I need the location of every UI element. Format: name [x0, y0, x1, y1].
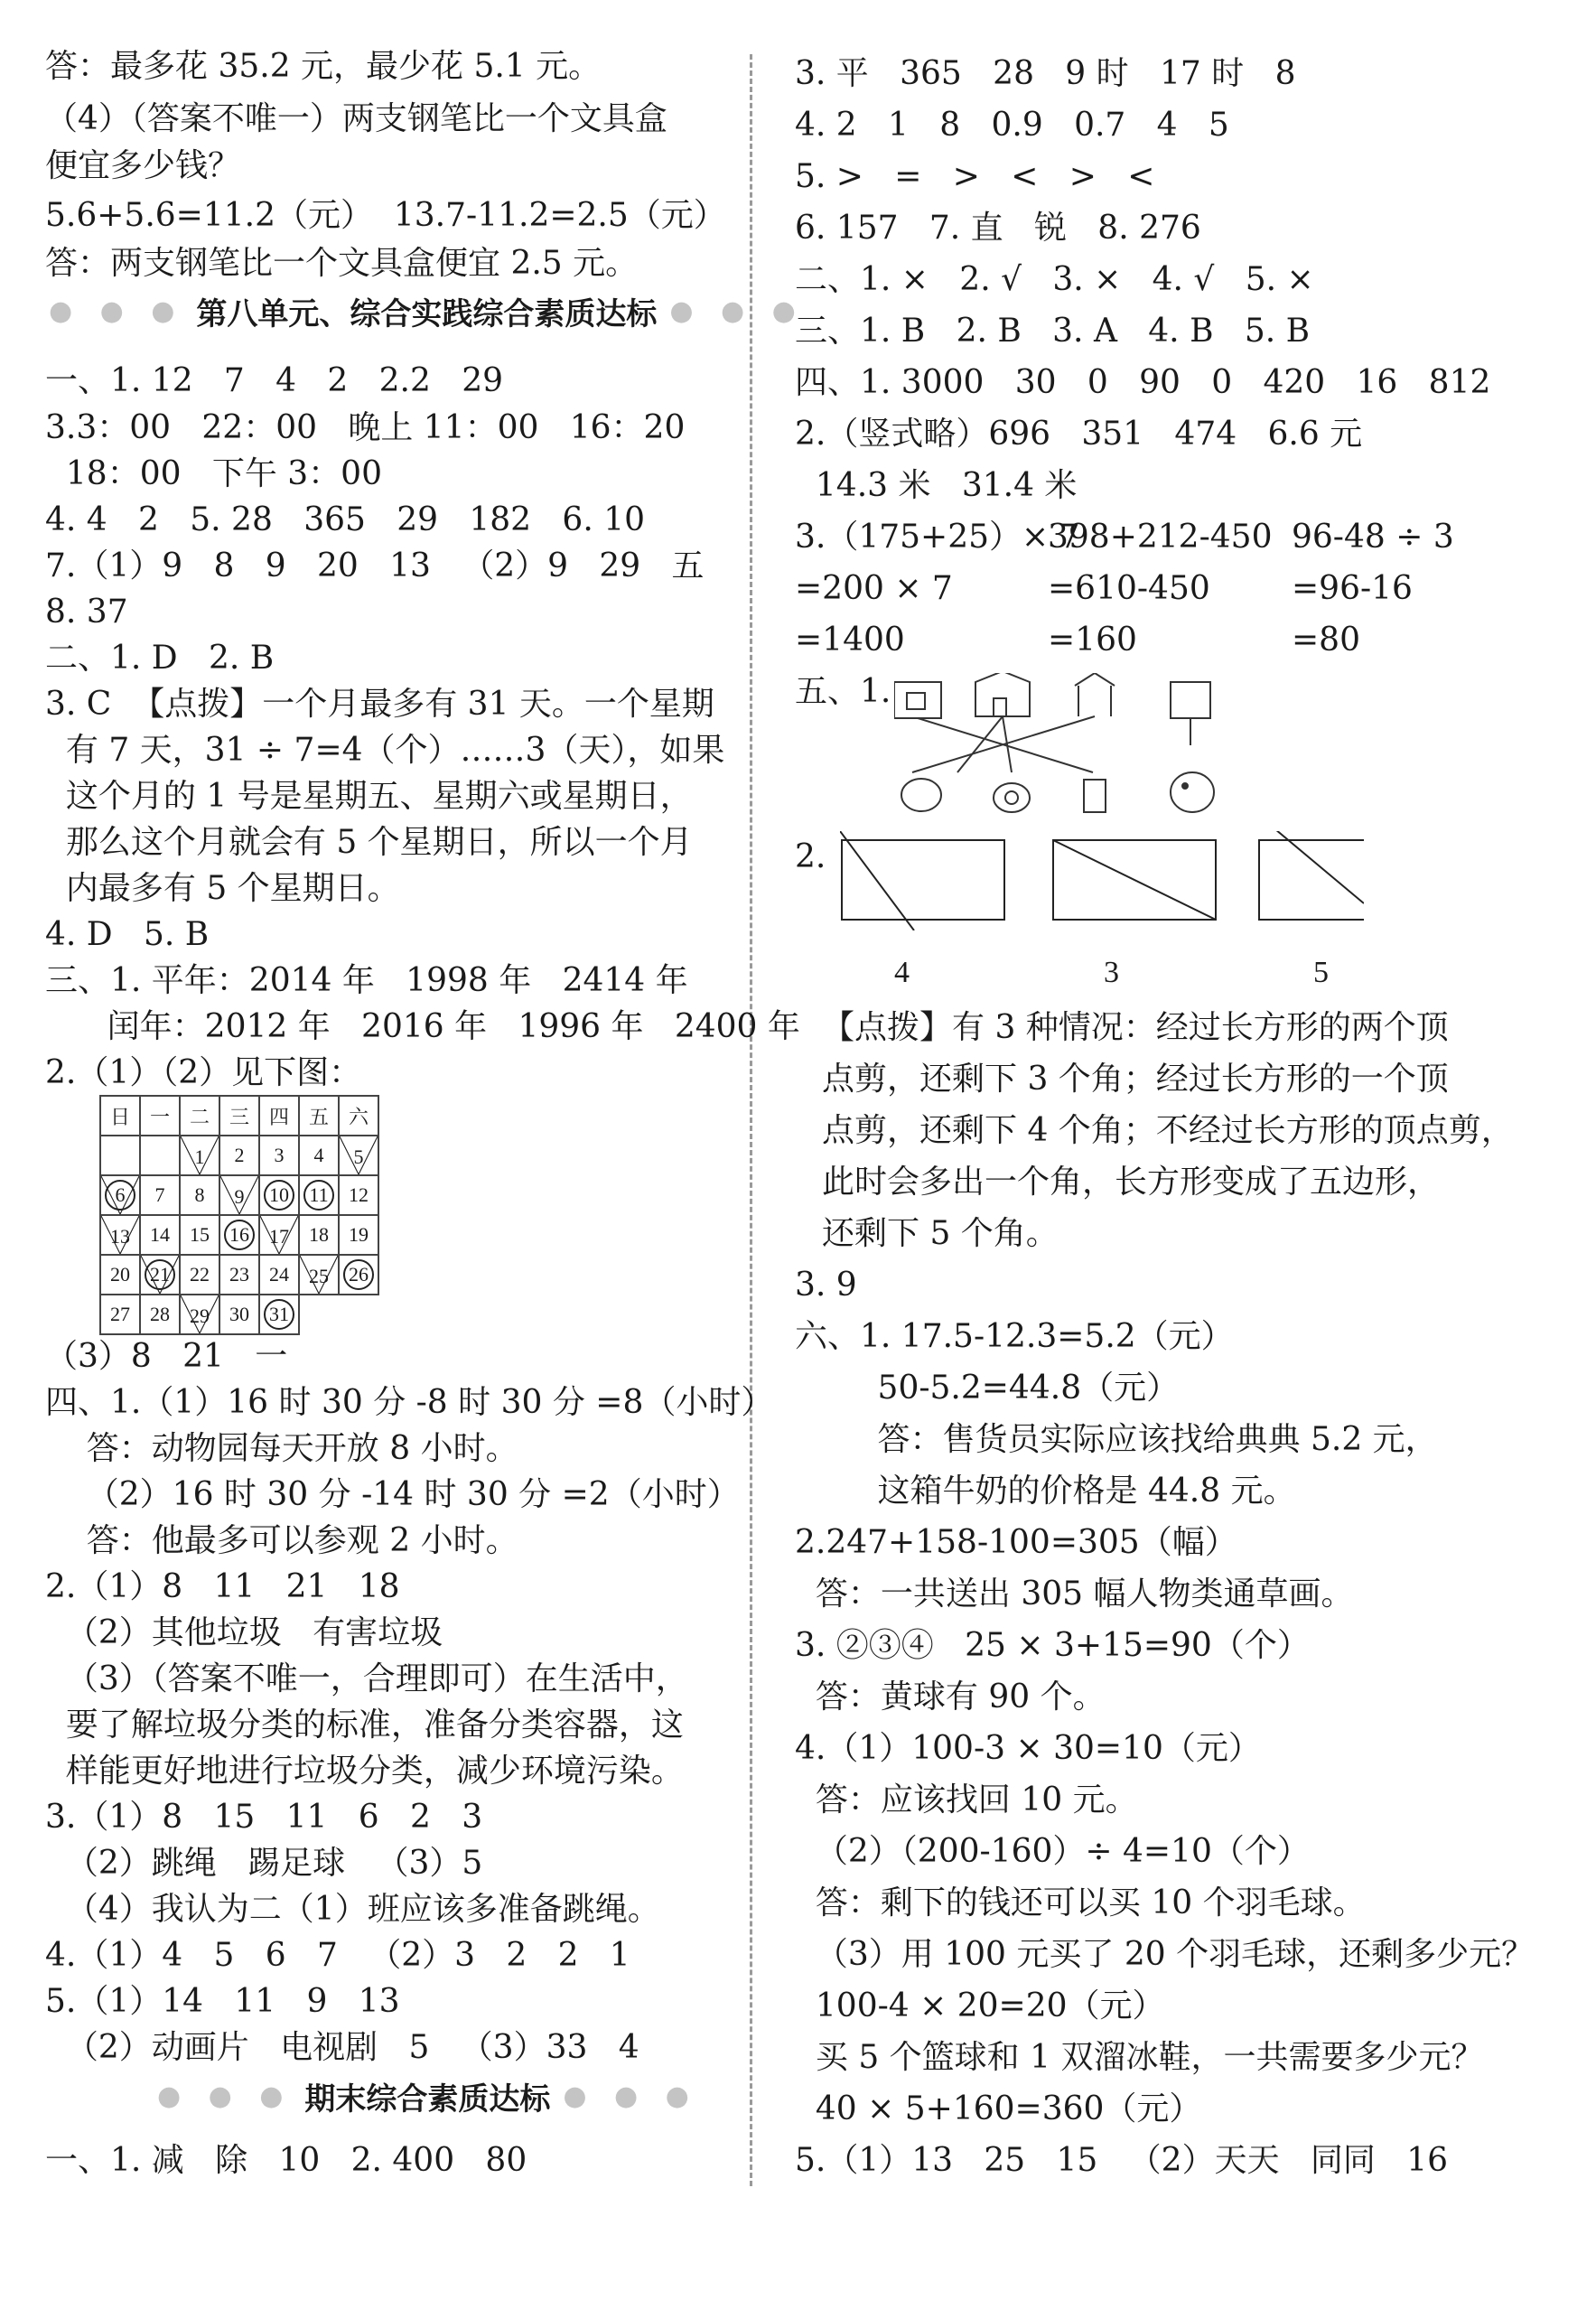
cal-cell: 20 — [100, 1255, 140, 1295]
answer-line: （2）动画片 电视剧 5 （3）33 4 — [45, 2029, 639, 2066]
answer-line: 2.（1）（2）见下图： — [45, 1054, 362, 1091]
rect-answer-label: 4 — [894, 956, 910, 989]
answer-line: （2）16 时 30 分 -14 时 30 分 =2（小时） — [45, 1476, 740, 1513]
answer-line: 二、1. × 2. √ 3. × 4. √ 5. × — [795, 261, 1314, 298]
answer-line: 3. 9 — [795, 1267, 857, 1304]
cut-line — [1053, 840, 1216, 920]
answer-line: （2）跳绳 踢足球 （3）5 — [45, 1845, 483, 1882]
cal-cell-triangle: 1 — [180, 1136, 219, 1175]
answer-line: 六、1. 17.5-12.3=5.2（元） — [795, 1318, 1234, 1355]
answer-line: 4.（1）4 5 6 7 （2）3 2 2 1 — [45, 1937, 630, 1974]
answer-line: 答：剩下的钱还可以买 10 个羽毛球。 — [795, 1884, 1366, 1921]
cal-cell: 12 — [339, 1175, 378, 1215]
bird-icon — [1171, 772, 1214, 812]
answer-line: 三、1. B 2. B 3. A 4. B 5. B — [795, 313, 1311, 350]
hint-line: 点剪，还剩下 3 个角；经过长方形的一个顶 — [822, 1061, 1449, 1098]
answer-line: 那么这个月就会有 5 个星期日，所以一个月 — [45, 824, 693, 861]
cal-cell: 8 — [180, 1175, 219, 1215]
answer-line: （2）（200-160）÷ 4=10（个） — [795, 1833, 1310, 1870]
answer-line: 5.（1）13 25 15 （2）天天 同同 16 — [795, 2142, 1449, 2179]
answer-line: （2）其他垃圾 有害垃圾 — [45, 1614, 443, 1651]
answer-line: 4. 2 1 8 0.9 0.7 4 5 — [795, 107, 1229, 144]
house-icon — [975, 673, 1030, 716]
answer-line: 2.247+158-100=305（幅） — [795, 1524, 1237, 1561]
answer-line: 买 5 个篮球和 1 双溜冰鞋，一共需要多少元？ — [795, 2039, 1484, 2076]
answer-line: 三、1. 平年：2014 年 1998 年 2414 年 — [45, 962, 688, 999]
answer-line: 6. 157 7. 直 锐 8. 276 — [795, 210, 1201, 247]
cal-cell — [140, 1136, 180, 1175]
answer-line: 要了解垃圾分类的标准，准备分类容器，这 — [45, 1706, 684, 1744]
rect-answer-label: 5 — [1313, 956, 1329, 989]
cal-cell-circle-triangle: 6 — [100, 1175, 140, 1215]
house-icon — [1171, 682, 1210, 718]
calc-step: =200 × 7 — [795, 570, 953, 607]
answer-line: 7.（1）9 8 9 20 13 （2）9 29 五 — [45, 547, 705, 584]
answer-line: 有 7 天，31 ÷ 7=4（个）……3（天），如果 — [45, 732, 725, 769]
cal-cell-triangle: 9 — [219, 1175, 259, 1215]
house-icon — [894, 682, 941, 718]
answer-line: 答：最多花 35.2 元，最少花 5.1 元。 — [45, 48, 602, 85]
answer-line: 2.（竖式略）696 351 474 6.6 元 — [795, 416, 1363, 453]
section-title-final: ● ● ● 期末综合素质达标 ● ● ● — [157, 2080, 698, 2118]
answer-line: 内最多有 5 个星期日。 — [45, 870, 400, 907]
answer-line: 3.3：00 22：00 晚上 11：00 16：20 — [45, 409, 686, 446]
cal-header: 二 — [180, 1096, 219, 1136]
cal-cell-empty — [299, 1295, 339, 1334]
calc-step: =610-450 — [1048, 570, 1210, 607]
cal-cell: 28 — [140, 1295, 180, 1334]
answer-line: 闰年：2012 年 2016 年 1996 年 2400 年 — [45, 1008, 800, 1045]
cal-cell: 14 — [140, 1215, 180, 1255]
answer-line: 答：售货员实际应该找给典典 5.2 元， — [795, 1421, 1438, 1458]
calc-step: =96-16 — [1292, 570, 1413, 607]
answer-line: 答：两支钢笔比一个文具盒便宜 2.5 元。 — [45, 245, 639, 282]
cal-cell-empty — [339, 1295, 378, 1334]
match-line — [918, 718, 1093, 772]
cal-cell-circle: 11 — [299, 1175, 339, 1215]
calc-step: 398+212-450 — [1048, 519, 1273, 556]
cal-cell-triangle: 25 — [299, 1255, 339, 1295]
cal-cell: 15 — [180, 1215, 219, 1255]
answer-line: （3）8 21 一 — [45, 1338, 288, 1375]
calendar-grid — [99, 1095, 379, 1335]
cal-cell: 27 — [100, 1295, 140, 1334]
cal-cell — [100, 1136, 140, 1175]
hint-line: 此时会多出一个角，长方形变成了五边形， — [822, 1164, 1441, 1201]
answer-line: （3）用 100 元买了 20 个羽毛球，还剩多少元？ — [795, 1936, 1535, 1973]
cal-header: 四 — [259, 1096, 299, 1136]
rectangle-3 — [1259, 840, 1364, 920]
cal-cell-triangle: 17 — [259, 1215, 299, 1255]
cal-cell: 2 — [219, 1136, 259, 1175]
answer-line: 18：00 下午 3：00 — [45, 455, 382, 492]
house-icon — [1075, 673, 1115, 686]
question-line: （4）（答案不唯一）两支钢笔比一个文具盒 — [45, 100, 667, 137]
answer-line: （4）我认为二（1）班应该多准备跳绳。 — [45, 1891, 660, 1928]
calc-step: =1400 — [795, 622, 905, 659]
answer-line: 4. 4 2 5. 28 365 29 182 6. 10 — [45, 501, 646, 538]
answer-line: 答：应该找回 10 元。 — [795, 1781, 1138, 1818]
answer-line: 一、1. 12 7 4 2 2.2 29 — [45, 362, 504, 399]
cal-header: 日 — [100, 1096, 140, 1136]
cal-cell: 23 — [219, 1255, 259, 1295]
cal-header: 五 — [299, 1096, 339, 1136]
column-divider — [750, 54, 752, 2186]
answer-line: 5. > = > < > < — [795, 158, 1155, 195]
question-label: 2. — [795, 838, 826, 875]
cal-cell-circle: 31 — [259, 1295, 299, 1334]
cal-cell-circle: 26 — [339, 1255, 378, 1295]
cal-cell-triangle: 13 — [100, 1215, 140, 1255]
cal-cell: 30 — [219, 1295, 259, 1334]
match-line — [957, 716, 1003, 772]
answer-line: 5.（1）14 11 9 13 — [45, 1983, 400, 2020]
calc-line: 5.6+5.6=11.2（元） 13.7-11.2=2.5（元） — [45, 197, 726, 234]
calc-step: =160 — [1048, 622, 1137, 659]
rectangle-1 — [842, 840, 1004, 920]
cal-cell: 22 — [180, 1255, 219, 1295]
answer-line: 四、1.（1）16 时 30 分 -8 时 30 分 =8（小时） — [45, 1384, 774, 1421]
answer-line: 答：一共送出 305 幅人物类通草画。 — [795, 1575, 1354, 1613]
cal-cell: 3 — [259, 1136, 299, 1175]
answer-line: 答：他最多可以参观 2 小时。 — [45, 1522, 518, 1559]
rect-answer-label: 3 — [1104, 956, 1119, 989]
cal-cell-circle: 10 — [259, 1175, 299, 1215]
answer-line: 这个月的 1 号是星期五、星期六或星期日， — [45, 778, 693, 815]
answer-line: 40 × 5+160=360（元） — [795, 2090, 1202, 2127]
snail-icon — [994, 783, 1030, 812]
cal-cell-circle: 16 — [219, 1215, 259, 1255]
question-label: 五、1. — [795, 673, 891, 710]
cal-header: 一 — [140, 1096, 180, 1136]
hint-line: 点剪，还剩下 4 个角；不经过长方形的顶点剪， — [822, 1112, 1514, 1149]
rectangle-cut-figure — [840, 831, 1364, 930]
answer-line: 50-5.2=44.8（元） — [795, 1370, 1180, 1407]
cal-cell-circle-triangle: 21 — [140, 1255, 180, 1295]
answer-line: 4. D 5. B — [45, 916, 210, 953]
cal-cell: 24 — [259, 1255, 299, 1295]
insect-icon — [1084, 780, 1106, 812]
answer-line: 8. 37 — [45, 594, 128, 631]
calc-step: =80 — [1292, 622, 1360, 659]
answer-line: 这箱牛奶的价格是 44.8 元。 — [795, 1473, 1296, 1510]
section-title-unit8: ● ● ● 第八单元、综合实践综合素质达标 ● ● ● — [49, 295, 805, 332]
hint-line: 还剩下 5 个角。 — [822, 1215, 1059, 1252]
answer-line: （3）（答案不唯一，合理即可）在生活中， — [45, 1660, 688, 1697]
cal-cell: 4 — [299, 1136, 339, 1175]
question-line: 便宜多少钱？ — [45, 147, 241, 184]
answer-line: 3.（1）8 15 11 6 2 3 — [45, 1799, 483, 1836]
answer-line: 14.3 米 31.4 米 — [795, 467, 1078, 504]
cut-line — [840, 831, 914, 930]
cal-cell: 19 — [339, 1215, 378, 1255]
answer-line: 2.（1）8 11 21 18 — [45, 1568, 400, 1605]
cal-header: 六 — [339, 1096, 378, 1136]
answer-line: 答：黄球有 90 个。 — [795, 1678, 1106, 1716]
answer-line: 四、1. 3000 30 0 90 0 420 16 812 — [795, 364, 1491, 401]
answer-line: 样能更好地进行垃圾分类，减少环境污染。 — [45, 1753, 684, 1790]
answer-line: 二、1. D 2. B — [45, 640, 275, 677]
cal-cell-triangle: 5 — [339, 1136, 378, 1175]
calc-step: 3.（175+25）× 7 — [795, 519, 1080, 556]
cut-line — [1275, 831, 1364, 903]
answer-line: 答：动物园每天开放 8 小时。 — [45, 1430, 518, 1467]
puppy-icon — [901, 779, 941, 811]
cal-cell-triangle: 29 — [180, 1295, 219, 1334]
answer-line: 3. ②③④ 25 × 3+15=90（个） — [795, 1627, 1310, 1664]
matching-figure — [894, 673, 1418, 827]
cal-cell: 18 — [299, 1215, 339, 1255]
answer-line: 3. C 【点拨】一个月最多有 31 天。一个星期 — [45, 686, 714, 723]
answer-line: 4.（1）100-3 × 30=10（元） — [795, 1730, 1261, 1767]
answer-line: 3. 平 365 28 9 时 17 时 8 — [795, 55, 1296, 92]
cal-cell: 7 — [140, 1175, 180, 1215]
answer-line: 一、1. 减 除 10 2. 400 80 — [45, 2142, 527, 2179]
hint-line: 【点拨】有 3 种情况：经过长方形的两个顶 — [822, 1009, 1449, 1046]
answer-line: 100-4 × 20=20（元） — [795, 1987, 1165, 2024]
cal-header: 三 — [219, 1096, 259, 1136]
calc-step: 96-48 ÷ 3 — [1292, 519, 1454, 556]
